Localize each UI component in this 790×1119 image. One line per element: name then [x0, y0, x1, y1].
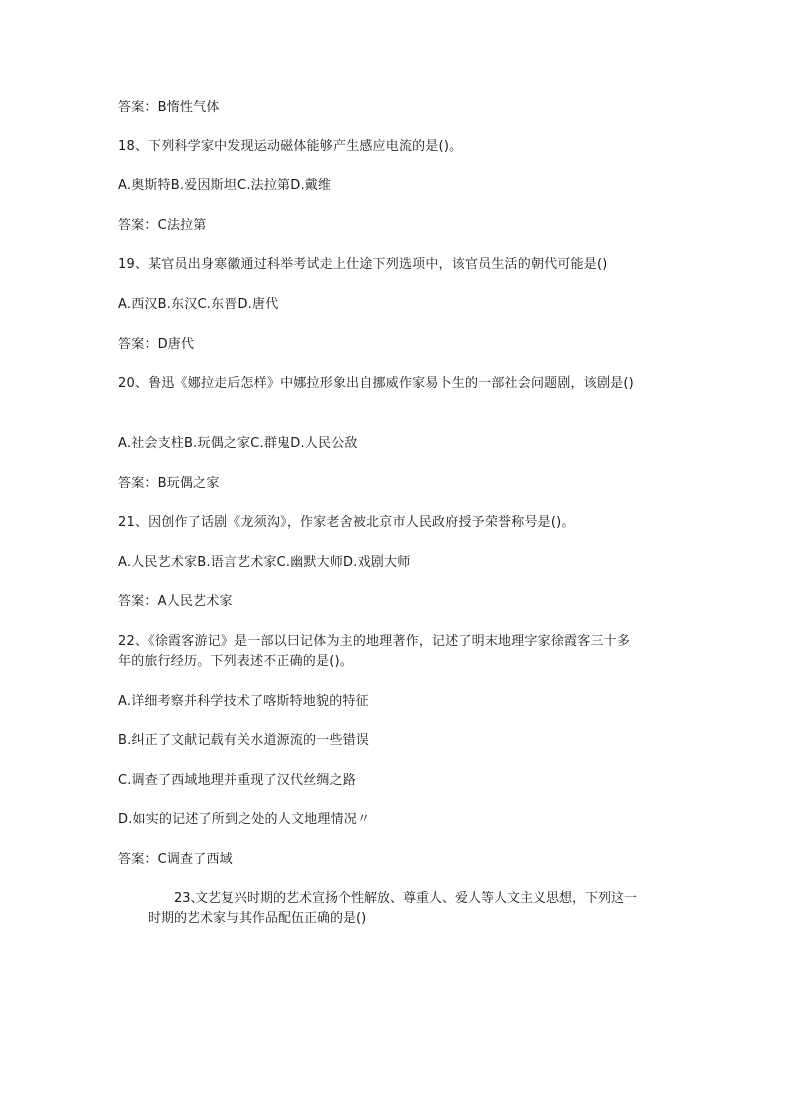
question-19: 19、某官员出身寒徽通过科举考试走上仕途下列选项中，该官员生活的朝代可能是() [118, 257, 608, 272]
answer-22: 答案：C调查了西域 [118, 852, 233, 867]
answer-18: 答案：C法拉第 [118, 218, 207, 233]
question-23-number: 23、 [174, 891, 204, 906]
answer-19: 答案：D唐代 [118, 337, 195, 352]
question-23-line2: 时期的艺术家与其作品配伍正确的是() [148, 911, 367, 926]
options-21: A.人民艺术家B.语言艺术家C.幽默大师D.戏剧大师 [118, 555, 411, 570]
option-22-d: D.如实的记述了所到之处的人文地理情况〃 [118, 812, 371, 827]
option-22-a: A.详细考察并科学技术了喀斯特地貌的特征 [118, 694, 369, 709]
question-22-line2: 年的旅行经历。下列表述不正确的是()。 [118, 654, 353, 669]
question-18: 18、下列科学家中发现运动磁体能够产生感应电流的是()。 [118, 139, 463, 154]
question-22-line1: 22、《徐霞客游记》是一部以曰记体为主的地理著作，记述了明末地理字家徐霞客三十多 [118, 634, 631, 649]
question-21: 21、因创作了话剧《龙须沟》，作家老舍被北京市人民政府授予荣誉称号是()。 [118, 515, 575, 530]
options-18: A.奥斯特B.爱因斯坦C.法拉第D.戴维 [118, 178, 332, 193]
option-22-c: C.调查了西域地理并重现了汉代丝绸之路 [118, 773, 357, 788]
options-20: A.社会支柱B.玩偶之家C.群鬼D.人民公敌 [118, 436, 358, 451]
answer-20: 答案：B玩偶之家 [118, 476, 220, 491]
question-23-line1: 文艺复兴时期的艺术宣扬个性解放、尊重人、爱人等人文主义思想，下列这一 [195, 891, 638, 906]
answer-17: 答案：B惰性气体 [118, 100, 220, 115]
question-20: 20、鲁迅《娜拉走后怎样》中娜拉形象出自挪威作家易卜生的一部社会问题剧，该剧是() [118, 376, 634, 391]
options-19: A.西汉B.东汉C.东晋D.唐代 [118, 297, 279, 312]
option-22-b: B.纠正了文献记载有关水道源流的一些错误 [118, 733, 370, 748]
answer-21: 答案：A人民艺术家 [118, 594, 233, 609]
